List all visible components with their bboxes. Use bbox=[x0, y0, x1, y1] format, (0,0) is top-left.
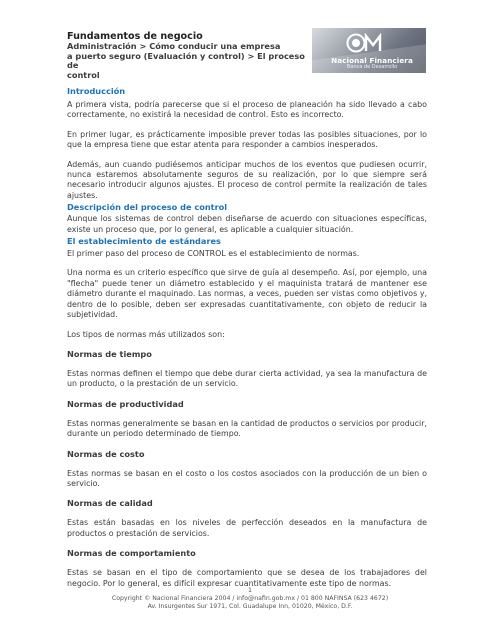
subheading-normas-costo: Normas de costo bbox=[67, 448, 145, 459]
paragraph: Estas normas se basan en el costo o los costos asociados con la producción de un bien o servicio. bbox=[67, 468, 427, 488]
page-footer bbox=[60, 587, 440, 612]
subheading-normas-tiempo: Normas de tiempo bbox=[67, 348, 152, 359]
paragraph: A primera vista, podría parecerse que si el proceso de planeación ha sido llevado a cabo correctamente, no existirá la necesidad de control. Esto es incorrecto. bbox=[67, 100, 427, 120]
paragraph: En primer lugar, es prácticamente imposible prever todas las posibles situaciones, por lo que la empresa tiene que estar atenta para responder a cambios inesperados. bbox=[67, 129, 427, 150]
footer-copyright: Copyright © Nacional Financiera 2004 / info@nafin.gob.mx / 01 800 NAFINSA (623 4672) bbox=[111, 595, 389, 603]
nafin-logo bbox=[312, 28, 426, 73]
document-header bbox=[67, 31, 312, 80]
paragraph: Estas están basadas en los niveles de perfección deseados en la manufactura de productos o prestación de servicios. bbox=[67, 518, 427, 538]
paragraph: Aunque los sistemas de control deben diseñarse de acuerdo con situaciones específicas, existe un proceso que, por lo general, es aplicable a cualquier situación. bbox=[67, 214, 427, 234]
section-heading-descripcion: Descripción del proceso de control bbox=[67, 202, 228, 213]
paragraph: Estas normas generalmente se basan en la cantidad de productos o servicios por producir, durante un periodo determinado de tiempo. bbox=[67, 418, 427, 439]
section-heading-estandares: El establecimiento de estándares bbox=[67, 236, 221, 247]
paragraph: Estas normas definen el tiempo que debe durar cierta actividad, ya sea la manufactura de un producto, o la prestación de un servicio. bbox=[67, 368, 427, 389]
header-breadcrumb-line-2: a puerto seguro (Evaluación y control) > El proceso de bbox=[67, 50, 305, 71]
paragraph: Estas se basan en el tipo de comportamiento que se desea de los trabajadores del negocio. Por lo general, es difícil expresar cuantitativamente este tipo de normas. bbox=[67, 568, 427, 588]
logo-tagline: Banca de Desarrollo bbox=[346, 64, 398, 70]
document-body bbox=[67, 82, 427, 589]
logo-brand-text: Nacional Financiera bbox=[331, 56, 413, 65]
paragraph: El primer paso del proceso de CONTROL es el establecimiento de normas. bbox=[67, 249, 360, 259]
nafin-logo-icon bbox=[346, 33, 384, 53]
section-heading-introduccion: Introducción bbox=[67, 86, 126, 96]
page-number: 1 bbox=[248, 587, 252, 594]
header-breadcrumb-line-3: control bbox=[67, 69, 100, 80]
header-title: Fundamentos de negocio bbox=[67, 31, 203, 42]
subheading-normas-calidad: Normas de calidad bbox=[67, 498, 153, 509]
subheading-normas-productividad: Normas de productividad bbox=[67, 398, 184, 409]
paragraph: Además, aun cuando pudiésemos anticipar muchos de los eventos que pudiesen ocurrir, nunca estaremos absolutamente seguros de su realización, por lo que siempre será necesario introducir algunos ajustes. El proceso de control permite la realización de tales ajustes. bbox=[67, 159, 427, 200]
paragraph: Los tipos de normas más utilizados son: bbox=[67, 329, 225, 339]
footer-address: Av. Insurgentes Sur 1971, Col. Guadalupe Inn, 01020, México, D.F. bbox=[147, 603, 353, 611]
subheading-normas-comportamiento: Normas de comportamiento bbox=[67, 548, 196, 559]
header-breadcrumb-line-1: Administración > Cómo conducir una empresa bbox=[67, 41, 281, 51]
paragraph: Una norma es un criterio específico que sirve de guía al desempeño. Así, por ejemplo, una "flecha" puede tener un diámetro establecido y el maquinista tratará de mantener ese diámetro durante el maquinado. Las normas, a veces, pueden ser vistas como objetivos y, dentro de lo posible, deben ser expresadas cuantitativamente, con objeto de reducir la subjetividad. bbox=[67, 268, 427, 320]
